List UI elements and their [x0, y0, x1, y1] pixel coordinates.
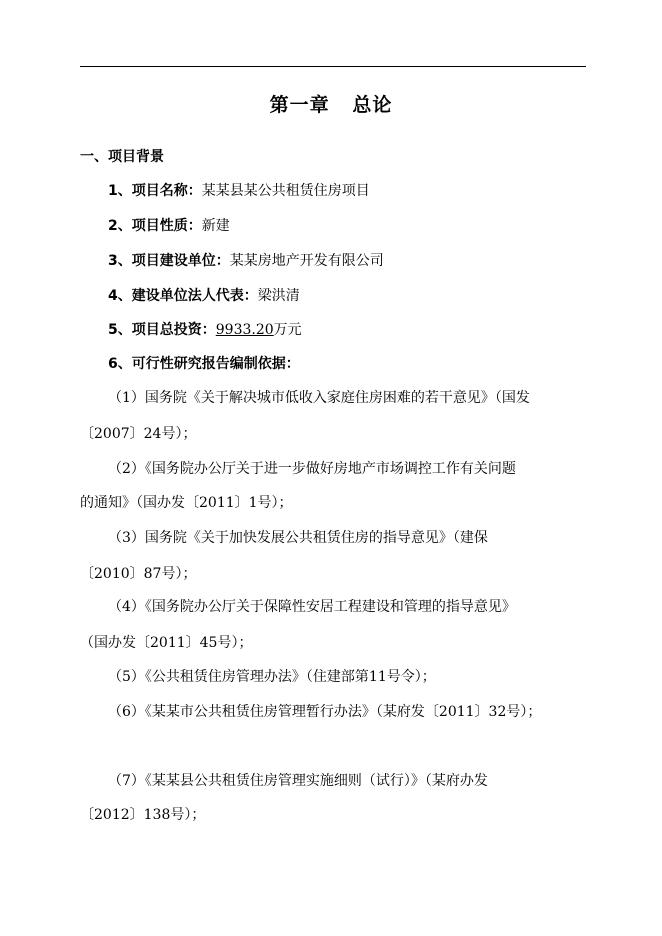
basis-item-6: （6）《某某市公共租赁住房管理暂行办法》（某府发〔2011〕32号）；: [108, 704, 542, 720]
basis-item-3-line1: （3）国务院《关于加快发展公共租赁住房的指导意见》（建保: [108, 530, 488, 546]
item-construction-unit: [108, 252, 384, 270]
item-total-investment: [108, 321, 302, 339]
item-project-nature: [108, 217, 230, 235]
basis-item-7-line1: （7）《某某县公共租赁住房管理实施细则（试行）》（某府办发: [108, 773, 488, 789]
item-project-name: [108, 182, 370, 200]
chapter-title: 第一章 总论: [269, 94, 393, 116]
header-rule: [80, 66, 586, 67]
item-label: 4、建设单位法人代表：: [108, 288, 258, 304]
investment-amount: 9933.20: [215, 322, 274, 338]
item-label: 3、项目建设单位：: [108, 253, 230, 269]
basis-item-5: （5）《公共租赁住房管理办法》（住建部第11号令）；: [108, 669, 436, 685]
item-value: 梁洪清: [257, 288, 300, 304]
basis-item-4-line1: （4）《国务院办公厅关于保障性安居工程建设和管理的指导意见》: [108, 599, 516, 615]
basis-item-2-line2: 的通知》（国办发〔2011〕1号）；: [80, 495, 293, 511]
item-label: 5、项目总投资：: [108, 322, 216, 338]
item-label: 2、项目性质：: [108, 218, 202, 234]
item-label: 1、项目名称：: [108, 183, 202, 199]
basis-item-7-line2: 〔2012〕138号）；: [80, 807, 206, 823]
basis-item-1-line2: 〔2007〕24号）；: [80, 426, 197, 442]
item-basis-heading: 6、可行性研究报告编制依据：: [108, 356, 300, 372]
item-value: 某某县某公共租赁住房项目: [201, 183, 370, 199]
item-legal-representative: [108, 287, 300, 305]
section-heading: 一、项目背景: [80, 149, 164, 165]
basis-item-1-line1: （1）国务院《关于解决城市低收入家庭住房困难的若干意见》（国发: [108, 390, 530, 406]
investment-unit: 万元: [273, 322, 302, 338]
basis-item-2-line1: （2）《国务院办公厅关于进一步做好房地产市场调控工作有关问题: [108, 461, 516, 477]
item-value: 某某房地产开发有限公司: [229, 253, 384, 269]
basis-item-4-line2: （国办发〔2011〕45号）；: [80, 635, 253, 651]
item-value: 新建: [201, 218, 230, 234]
basis-item-3-line2: 〔2010〕87号）；: [80, 566, 197, 582]
